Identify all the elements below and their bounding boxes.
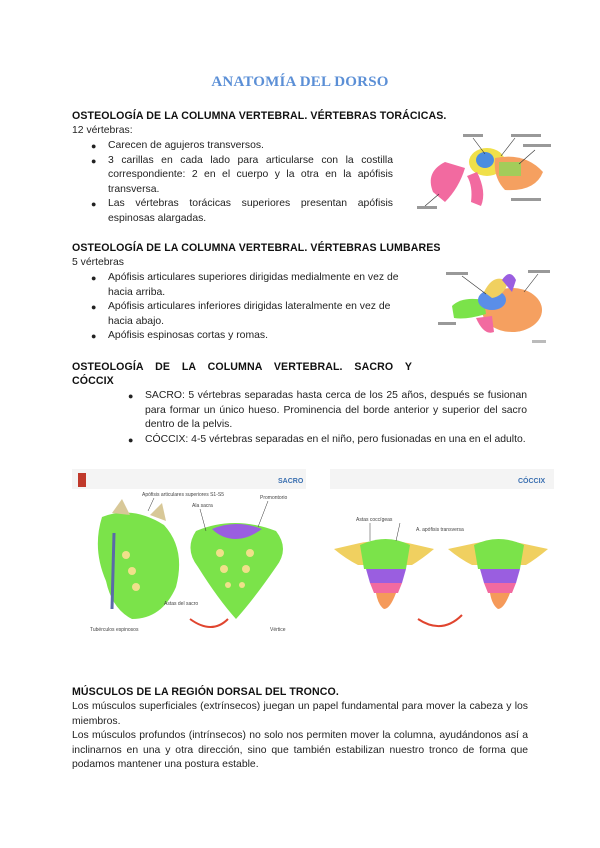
page-title: ANATOMÍA DEL DORSO (211, 74, 389, 90)
toracicas-count: 12 vértebras: (72, 125, 133, 136)
sacro-annotation: Ala sacra (192, 503, 213, 509)
musculos-paragraph-2: Los músculos profundos (intrínsecos) no solo nos permiten mover la columna, ayudándonos así a inclinarnos en una y otra dirección, sino que también estabilizan nuestro tronco de forma que podamos mantener una postura estable. (72, 730, 528, 771)
bullet-icon: ● (91, 141, 97, 151)
foramen-shape (476, 152, 494, 168)
list-item: ● Apófisis articulares inferiores dirigidas lateralmente en vez de hacia abajo. (91, 301, 391, 327)
coccix-annotation: Astas coccígeas (356, 517, 393, 523)
list-item: ● Carecen de agujeros transversos. (108, 139, 393, 154)
lumbares-list (91, 271, 413, 344)
bullet-icon: ● (128, 434, 134, 445)
sacro-annotation: Astas del sacro (164, 601, 199, 607)
sacrum-figure (72, 469, 306, 637)
bullet-icon: ● (91, 273, 97, 283)
list-item: ● Apófisis espinosas cortas y romas. (108, 329, 413, 344)
list-item: ● Las vértebras torácicas superiores presentan apófisis espinosas alargadas. (91, 198, 393, 224)
bullet-icon: ● (91, 199, 97, 210)
musculos-paragraph-1: Los músculos superficiales (extrínsecos) juegan un papel fundamental para mover la cabeza y los miembros. (72, 701, 528, 727)
section-heading-musculos: MÚSCULOS DE LA REGIÓN DORSAL DEL TRONCO. (72, 686, 339, 698)
section-heading-lumbares: OSTEOLOGÍA DE LA COLUMNA VERTEBRAL. VÉRTEBRAS LUMBARES (72, 242, 441, 254)
list-item: ● CÓCCIX: 4-5 vértebras separadas en el niño, pero fusionadas en una en el adulto. (145, 433, 527, 448)
sacro-annotation: Apófisis articulares superiores S1-S5 (142, 492, 224, 498)
list-item: ● SACRO: 5 vértebras separadas hasta cerca de los 25 años, después se fusionan para formar un único hueso. Prominencia del borde anterior y superior del sacro dentro de la pelvis. (128, 390, 527, 431)
sacro-annotation: Promontorio (260, 495, 288, 501)
bullet-icon: ● (91, 331, 97, 342)
bullet-icon: ● (91, 302, 97, 313)
coccix-label: CÓCCIX (518, 478, 546, 485)
sacro-annotation: Tubérculos espinosos (90, 627, 139, 633)
section-heading-sacro: OSTEOLOGÍA DE LA COLUMNA VERTEBRAL. SACRO Y (72, 361, 412, 373)
logo-icon (78, 473, 86, 487)
bullet-icon: ● (91, 155, 97, 166)
toracicas-list (91, 139, 393, 227)
coccyx-figure (330, 469, 554, 637)
list-item: ● 3 carillas en cada lado para articularse con la costilla correspondiente: 2 en el cuerpo y la otra en la apófisis transversa. (91, 154, 393, 195)
sacro-label: SACRO (278, 478, 304, 485)
lumbar-vertebra-figure (432, 262, 552, 347)
sacro-list (128, 389, 527, 447)
lumbares-count: 5 vértebras (72, 257, 124, 268)
coccix-annotation: A. apófisis transversa (416, 527, 464, 533)
section-heading-coccix: CÓCCIX (72, 375, 114, 387)
sacro-annotation: Vértice (270, 627, 286, 633)
bullet-icon: ● (128, 391, 134, 401)
list-item: ● Apófisis articulares superiores dirigidas medialmente en vez de hacia arriba. (91, 272, 399, 298)
thoracic-vertebra-figure (415, 132, 555, 212)
section-heading-toracicas: OSTEOLOGÍA DE LA COLUMNA VERTEBRAL. VÉRTEBRAS TORÁCICAS. (72, 110, 447, 122)
